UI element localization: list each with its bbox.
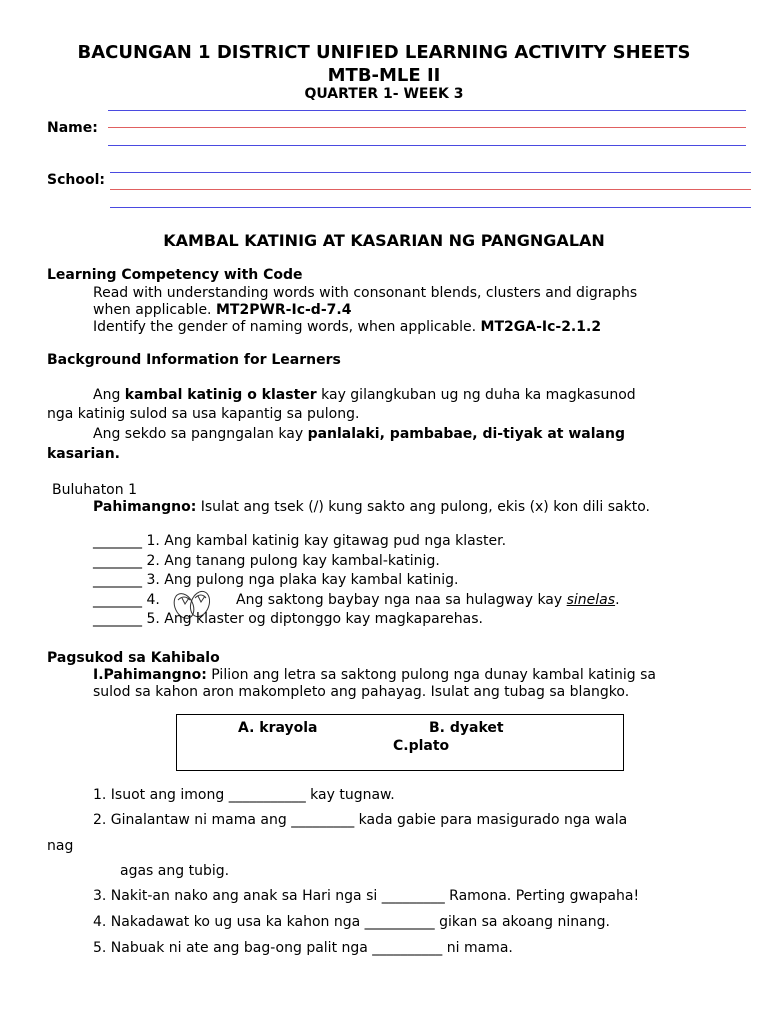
- activity1-heading: Buluhaton 1: [52, 482, 137, 498]
- activity1-item-2: [93, 553, 440, 569]
- school-line-mid[interactable]: [110, 189, 751, 190]
- lesson-title: KAMBAL KATINIG AT KASARIAN NG PANGNGALAN: [163, 231, 605, 250]
- item-text: 3. Ang pulong nga plaka kay kambal katinig.: [146, 572, 459, 588]
- answer-blank[interactable]: _______: [93, 611, 142, 627]
- activity2-item-2-wrap: nag: [47, 838, 74, 854]
- name-label: Name:: [47, 120, 98, 136]
- name-line-bottom: [108, 145, 746, 146]
- competency-code-2: MT2GA-Ic-2.1.2: [480, 319, 602, 335]
- item-text: 4.: [146, 592, 160, 608]
- activity2-instr-label: I.Pahimangno:: [93, 667, 207, 683]
- activity2-item-2-cont: agas ang tubig.: [120, 863, 230, 879]
- bg-p2-b: panlalaki, pambabae, di-tiyak at walang: [307, 426, 625, 442]
- choice-c: C.plato: [393, 738, 450, 754]
- item-text: 2. Ang tanang pulong kay kambal-katinig.: [146, 553, 440, 569]
- competency-line-3-text: Identify the gender of naming words, when applicable.: [93, 319, 481, 335]
- answer-blank[interactable]: _______: [93, 533, 142, 549]
- competency-heading: Learning Competency with Code: [47, 267, 303, 283]
- activity2-item-4: 4. Nakadawat ko ug usa ka kahon nga __________ gikan sa akoang ninang.: [93, 914, 610, 930]
- activity1-item-4: [93, 592, 160, 608]
- background-p2-line2: kasarian.: [47, 446, 120, 462]
- background-p1-line1: [93, 387, 636, 403]
- activity1-item-4-text: [236, 592, 620, 608]
- bg-p1-c: kay gilangkuban ug ng duha ka magkasunod: [316, 387, 636, 403]
- name-line-top: [108, 110, 746, 111]
- subject-title: MTB-MLE II: [327, 65, 441, 86]
- activity2-heading: Pagsukod sa Kahibalo: [47, 650, 220, 666]
- choice-a: A. krayola: [238, 720, 318, 736]
- activity1-item-5: [93, 611, 483, 627]
- activity2-item-2: 2. Ginalantaw ni mama ang _________ kada gabie para masigurado nga wala: [93, 812, 628, 828]
- school-line-bottom: [110, 207, 751, 208]
- activity2-item-3: 3. Nakit-an nako ang anak sa Hari nga si _________ Ramona. Perting gwapaha!: [93, 888, 640, 904]
- quarter-week: QUARTER 1- WEEK 3: [304, 86, 464, 102]
- competency-code-1: MT2PWR-Ic-d-7.4: [215, 302, 352, 318]
- activity1-instr-text: Isulat ang tsek (/) kung sakto ang pulong, ekis (x) kon dili sakto.: [196, 499, 650, 515]
- item4-end: .: [615, 592, 620, 608]
- item-text: 5. Ang klaster og diptonggo kay magkaparehas.: [146, 611, 483, 627]
- choice-b: B. dyaket: [429, 720, 504, 736]
- competency-line-2-text: when applicable.: [93, 302, 216, 318]
- school-label: School:: [47, 172, 105, 188]
- item4-sentence: Ang saktong baybay nga naa sa hulagway kay: [236, 592, 567, 608]
- activity1-instr-label: Pahimangno:: [93, 499, 197, 515]
- bg-p2-a: Ang sekdo sa pangngalan kay: [93, 426, 308, 442]
- item4-word: sinelas: [566, 592, 616, 608]
- competency-line-1: Read with understanding words with consonant blends, clusters and digraphs: [93, 285, 638, 301]
- answer-blank[interactable]: _______: [93, 553, 142, 569]
- activity1-item-1: [93, 533, 506, 549]
- activity2-instructions-line2: sulod sa kahon aron makompleto ang pahayag. Isulat ang tubag sa blangko.: [93, 684, 630, 700]
- activity1-item-3: [93, 572, 459, 588]
- activity1-instructions: [93, 499, 650, 515]
- background-heading: Background Information for Learners: [47, 352, 341, 368]
- name-line-mid[interactable]: [108, 127, 746, 128]
- bg-p1-a: Ang: [93, 387, 125, 403]
- activity2-item-5: 5. Nabuak ni ate ang bag-ong palit nga __________ ni mama.: [93, 940, 513, 956]
- competency-line-3: [93, 319, 601, 335]
- background-p1-line2: nga katinig sulod sa usa kapantig sa pulong.: [47, 406, 360, 422]
- answer-blank[interactable]: _______: [93, 572, 142, 588]
- activity2-instructions: [93, 667, 656, 683]
- school-line-top: [110, 172, 751, 173]
- bg-p1-b: kambal katinig o klaster: [124, 387, 317, 403]
- activity2-item-1: 1. Isuot ang imong ___________ kay tugnaw.: [93, 787, 395, 803]
- sheet-title: BACUNGAN 1 DISTRICT UNIFIED LEARNING ACTIVITY SHEETS: [77, 42, 691, 63]
- item-text: 1. Ang kambal katinig kay gitawag pud nga klaster.: [146, 533, 507, 549]
- competency-line-2: [93, 302, 351, 318]
- answer-blank[interactable]: _______: [93, 592, 142, 608]
- background-p2-line1: [93, 426, 625, 442]
- activity2-instr-text: Pilion ang letra sa saktong pulong nga dunay kambal katinig sa: [206, 667, 656, 683]
